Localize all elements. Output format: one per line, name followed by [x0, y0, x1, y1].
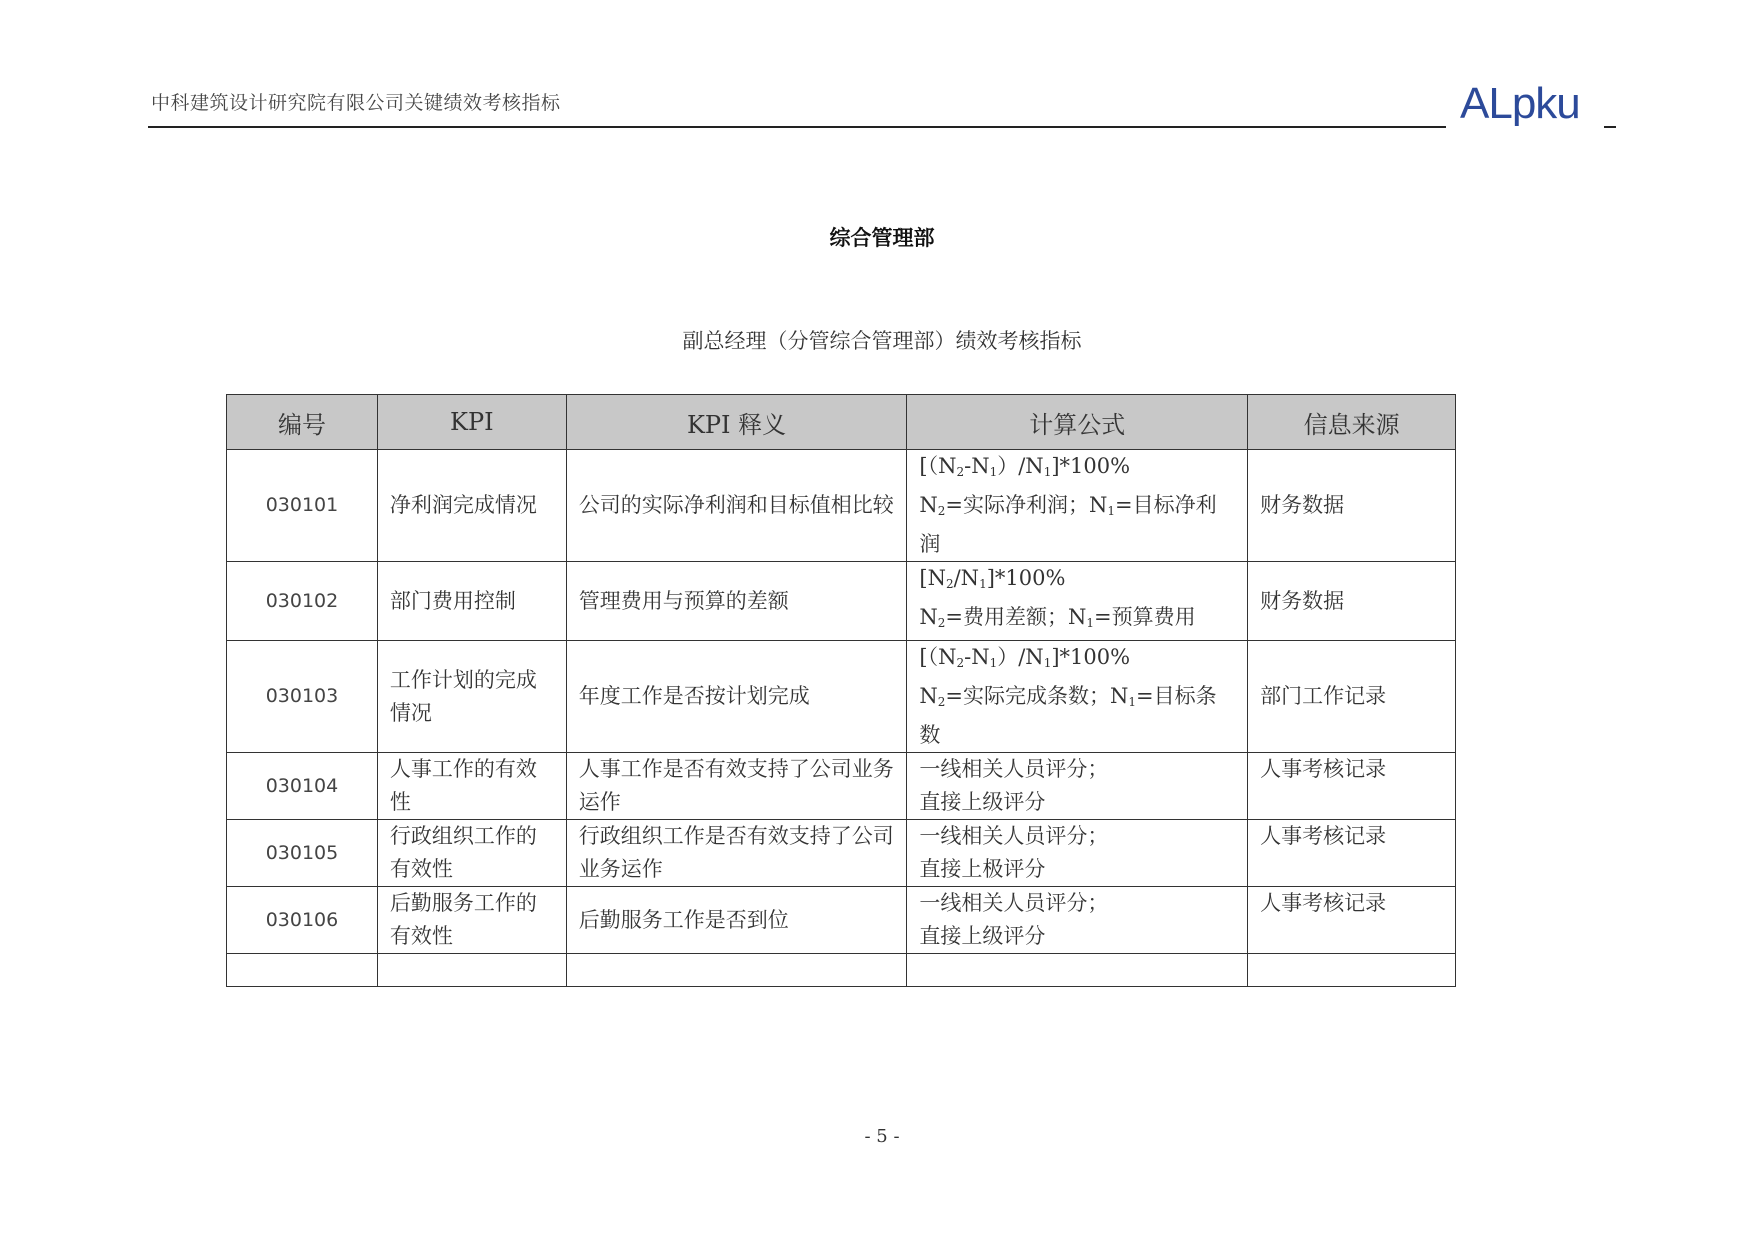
kpi-description: 公司的实际净利润和目标值相比较	[566, 450, 907, 562]
header-formula: 计算公式	[907, 395, 1248, 450]
formula-line-1: 一线相关人员评分；	[919, 757, 1109, 781]
header-source: 信息来源	[1248, 395, 1456, 450]
formula-line-1: 一线相关人员评分；	[919, 824, 1109, 848]
empty-cell	[566, 954, 907, 987]
alpku-logo	[1458, 78, 1608, 126]
kpi-formula	[907, 820, 1248, 887]
kpi-code: 030103	[227, 641, 378, 753]
empty-cell	[377, 954, 566, 987]
formula-line-2: 直接上级评分	[919, 790, 1046, 814]
kpi-formula	[907, 753, 1248, 820]
header-kpi: KPI	[377, 395, 566, 450]
kpi-formula	[907, 887, 1248, 954]
kpi-name: 后勤服务工作的有效性	[377, 887, 566, 954]
kpi-name: 净利润完成情况	[377, 450, 566, 562]
document-header-title: 中科建筑设计研究院有限公司关键绩效考核指标	[151, 92, 561, 114]
kpi-name: 部门费用控制	[377, 562, 566, 641]
kpi-code: 030106	[227, 887, 378, 954]
kpi-description: 后勤服务工作是否到位	[566, 887, 907, 954]
empty-cell	[907, 954, 1248, 987]
kpi-code: 030101	[227, 450, 378, 562]
kpi-source: 财务数据	[1248, 562, 1456, 641]
header-code: 编号	[227, 395, 378, 450]
kpi-source: 财务数据	[1248, 450, 1456, 562]
kpi-source: 人事考核记录	[1248, 887, 1456, 954]
kpi-description: 年度工作是否按计划完成	[566, 641, 907, 753]
kpi-code: 030104	[227, 753, 378, 820]
empty-cell	[1248, 954, 1456, 987]
formula-line-1: $[N_2/N_1]*100\%$	[919, 566, 1066, 591]
kpi-formula	[907, 641, 1248, 753]
formula-line-2: 直接上极评分	[919, 857, 1046, 881]
table-row	[227, 641, 1456, 753]
kpi-table	[226, 394, 1456, 987]
table-row	[227, 450, 1456, 562]
header-kpi-desc: KPI 释义	[566, 395, 907, 450]
kpi-code: 030105	[227, 820, 378, 887]
page-number: - 5 -	[864, 1126, 900, 1147]
table-title: 副总经理（分管综合管理部）绩效考核指标	[682, 329, 1082, 353]
empty-cell	[227, 954, 378, 987]
formula-line-2: $N_2=$费用差额；$N_1=$预算费用	[919, 605, 1196, 630]
kpi-name: 人事工作的有效性	[377, 753, 566, 820]
table-row	[227, 820, 1456, 887]
table-row-empty	[227, 954, 1456, 987]
logo-text: ALpku	[1460, 79, 1580, 126]
kpi-description: 行政组织工作是否有效支持了公司业务运作	[566, 820, 907, 887]
kpi-source: 部门工作记录	[1248, 641, 1456, 753]
table-row	[227, 753, 1456, 820]
table-header-row	[227, 395, 1456, 450]
kpi-source: 人事考核记录	[1248, 753, 1456, 820]
kpi-description: 人事工作是否有效支持了公司业务运作	[566, 753, 907, 820]
header-divider-tail	[1604, 126, 1616, 128]
formula-line-2: 直接上级评分	[919, 924, 1046, 948]
table-row	[227, 562, 1456, 641]
kpi-formula	[907, 450, 1248, 562]
kpi-code: 030102	[227, 562, 378, 641]
header-divider	[148, 126, 1446, 128]
kpi-formula	[907, 562, 1248, 641]
table-row	[227, 887, 1456, 954]
formula-line-2: $N_2=$实际完成条数；$N_1=$目标条数	[919, 684, 1217, 747]
section-title: 综合管理部	[829, 225, 935, 250]
formula-line-1: $[(N_2-N_1)/N_1]*100\%$	[919, 454, 1131, 479]
kpi-name: 行政组织工作的有效性	[377, 820, 566, 887]
formula-line-1: $[(N_2-N_1)/N_1]*100\%$	[919, 645, 1131, 670]
kpi-source: 人事考核记录	[1248, 820, 1456, 887]
kpi-name: 工作计划的完成情况	[377, 641, 566, 753]
formula-line-2: $N_2=$实际净利润；$N_1=$目标净利润	[919, 493, 1217, 556]
kpi-description: 管理费用与预算的差额	[566, 562, 907, 641]
formula-line-1: 一线相关人员评分；	[919, 891, 1109, 915]
